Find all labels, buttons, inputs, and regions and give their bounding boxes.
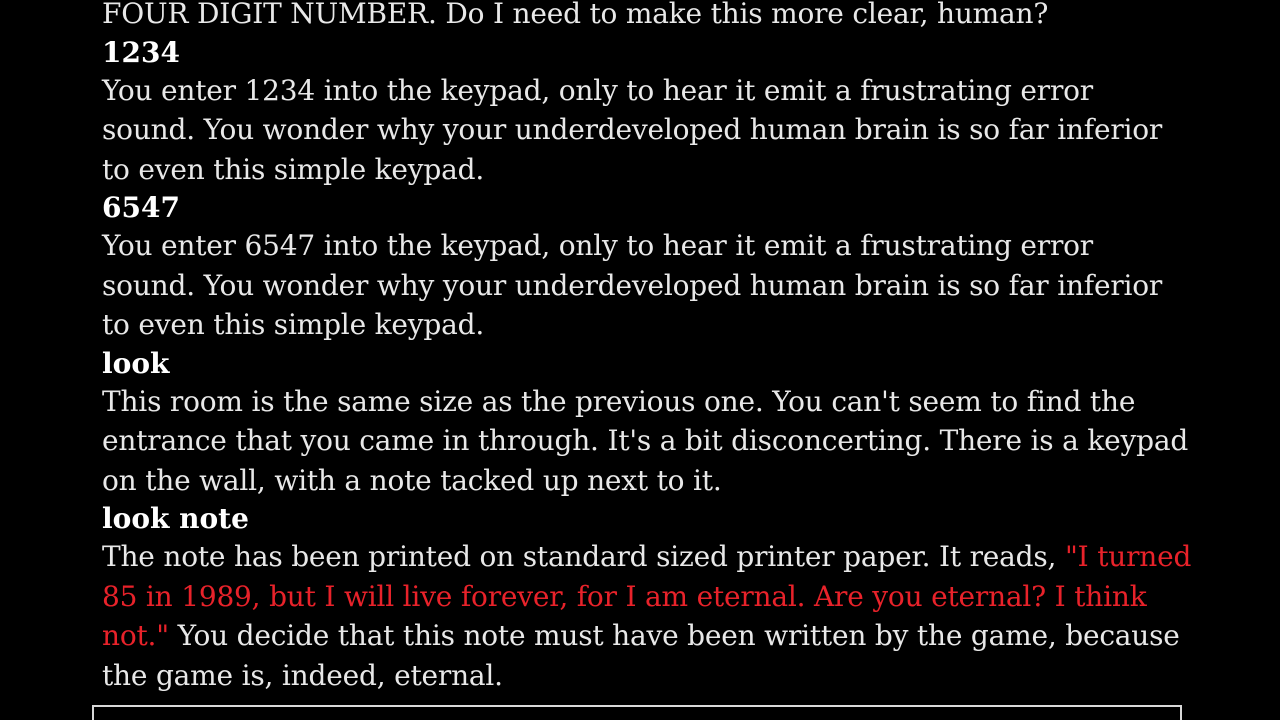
player-command: look note — [102, 502, 249, 535]
output-text: You decide that this note must have been written by the game, because the game is, indeed, eternal. — [102, 619, 1180, 692]
player-command: look — [102, 346, 170, 380]
output-line: FOUR DIGIT NUMBER. Do I need to make this more clear, human? — [102, 0, 1049, 30]
command-input[interactable] — [94, 707, 1180, 720]
note-quote: "I turned 85 in 1989, but I will live forever, for I am eternal. Are you eternal? I think not." — [102, 540, 1192, 652]
player-command: 1234 — [102, 35, 180, 69]
output-paragraph: You enter 6547 into the keypad, only to hear it emit a frustrating error sound. You wonder why your underdeveloped human brain is so far inferior to even this simple keypad. — [102, 229, 1163, 341]
game-transcript — [102, 0, 1192, 695]
output-paragraph: You enter 1234 into the keypad, only to hear it emit a frustrating error sound. You wonder why your underdeveloped human brain is so far inferior to even this simple keypad. — [102, 73, 1163, 186]
output-text: The note has been printed on standard sized printer paper. It reads, — [102, 540, 1065, 573]
output-paragraph: This room is the same size as the previous one. You can't seem to find the entrance that you came in through. It's a bit disconcerting. There is a keypad on the wall, with a note tacked up next to it. — [102, 384, 1189, 497]
player-command: 6547 — [102, 191, 180, 224]
command-input-box[interactable] — [92, 705, 1182, 720]
output-paragraph — [102, 537, 1192, 695]
